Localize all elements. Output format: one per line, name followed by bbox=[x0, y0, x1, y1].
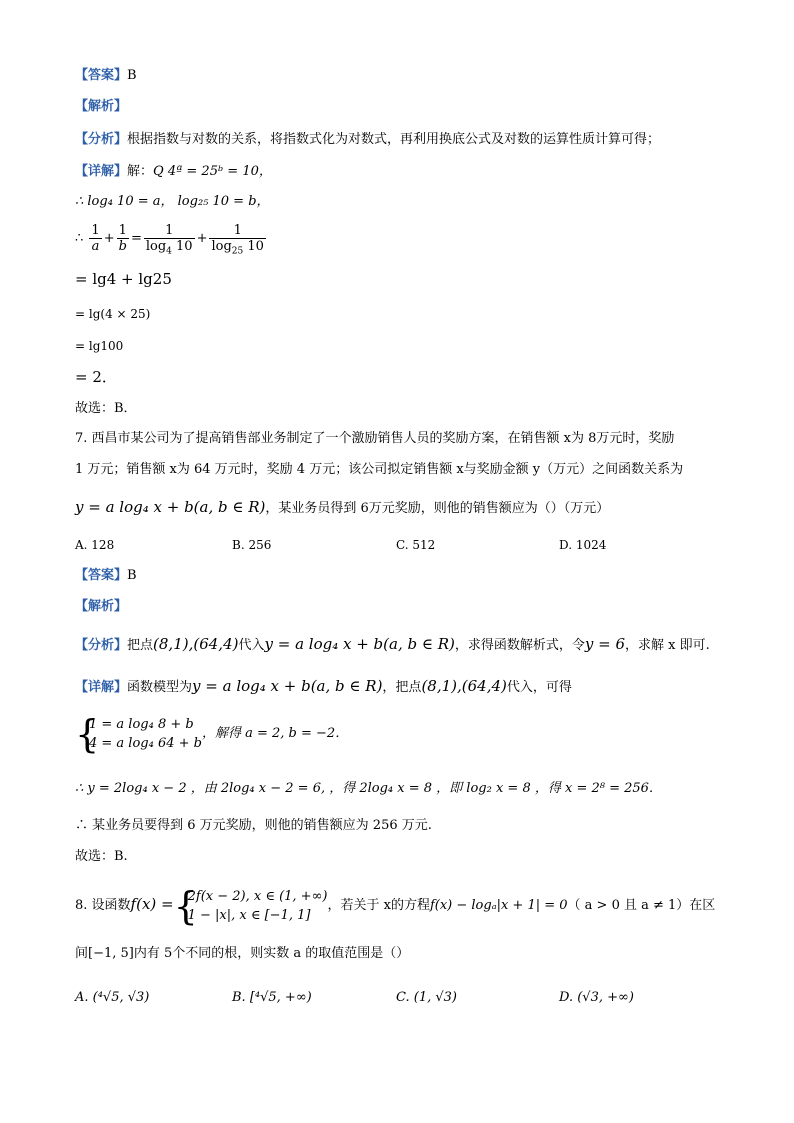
option-c: C. 512 bbox=[396, 538, 436, 552]
frac-1-log4: $\frac{1}{\log_4 10}$ bbox=[145, 223, 193, 257]
stem-b: ，若关于 x的方程 bbox=[327, 898, 430, 913]
q6-eq-lg-sum: = lg4 + lg25 bbox=[75, 270, 172, 288]
q8-stem-line2: 间[−1, 5]内有 5个不同的根，则实数 a 的取值范围是（） bbox=[75, 946, 410, 961]
q6-fenxi-line bbox=[75, 130, 660, 150]
frac-1-a: $\frac{1}{a}$ bbox=[91, 223, 100, 254]
equation: f(x) − logₐ|x + 1| = 0 bbox=[429, 898, 568, 913]
q7-answer-line bbox=[75, 566, 137, 586]
points: (8,1),(64,4) bbox=[421, 677, 507, 695]
answer-value: B bbox=[127, 68, 137, 83]
q6-analysis-line bbox=[75, 97, 127, 117]
fenxi-text: 根据指数与对数的关系，将指数式化为对数式，再利用换底公式及对数的运算性质计算可得； bbox=[127, 132, 661, 147]
q6-detail-line bbox=[75, 162, 272, 182]
frac-1-b: $\frac{1}{b}$ bbox=[118, 223, 127, 254]
eq-exp: Q 4ª = 25ᵇ = 10， bbox=[153, 164, 272, 179]
q6-answer-line bbox=[75, 66, 137, 86]
y-equals-6: y = 6 bbox=[584, 635, 626, 653]
function-model: y = a log₄ x + b(a, b ∈ R) bbox=[75, 498, 266, 516]
q7-analysis-line bbox=[75, 597, 127, 617]
q6-eq-lg100: = lg100 bbox=[75, 339, 124, 353]
q6-eq-sum: ∴ $\frac{1}{a}$ + $\frac{1}{b}$ = $\frac{1}{\log_4 10}$ + $\frac{1}{\log_{25} 10}$ bbox=[75, 223, 264, 257]
detail-text-b: ，把点 bbox=[382, 680, 422, 695]
condition: （ a > 0 且 a ≠ 1）在区 bbox=[567, 898, 716, 913]
function-model: y = a log₄ x + b(a, b ∈ R) bbox=[192, 677, 383, 695]
piece-2: 1 − |x|, x ∈ [−1, 1] bbox=[187, 907, 311, 923]
option-d: D. 1024 bbox=[559, 538, 607, 552]
fenxi-label: 【分析】 bbox=[75, 638, 128, 653]
fenxi-text-c: ，求得函数解析式，令 bbox=[454, 638, 585, 653]
answer-label: 【答案】 bbox=[75, 68, 128, 83]
stem-tail: ，某业务员得到 6万元奖励，则他的销售额应为（）（万元） bbox=[265, 501, 610, 516]
function-name: f(x) = bbox=[130, 895, 174, 913]
q6-eq-result: = 2． bbox=[75, 368, 117, 386]
equation-system: { 1 = a log₄ 8 + b 4 = a log₄ 64 + b bbox=[75, 711, 202, 756]
q7-system-line bbox=[75, 711, 349, 756]
q6-eq-lg-product: = lg(4 × 25) bbox=[75, 307, 151, 321]
fenxi-text-d: ，求解 x 即可. bbox=[625, 638, 710, 653]
therefore-symbol: ∴ bbox=[75, 231, 84, 246]
answer-label: 【答案】 bbox=[75, 568, 128, 583]
analysis-label: 【解析】 bbox=[75, 599, 128, 614]
system-row-2: 4 = a log₄ 64 + b bbox=[89, 735, 202, 751]
detail-label: 【详解】 bbox=[75, 164, 128, 179]
option-a: A. 128 bbox=[75, 538, 115, 552]
analysis-label: 【解析】 bbox=[75, 99, 128, 114]
q7-detail-line bbox=[75, 676, 572, 698]
function-model: y = a log₄ x + b(a, b ∈ R) bbox=[264, 635, 455, 653]
option-b: B. 256 bbox=[232, 538, 272, 552]
q7-choose: 故选：B. bbox=[75, 849, 128, 864]
q7-conclusion: ∴ 某业务员要得到 6 万元奖励，则他的销售额应为 256 万元. bbox=[75, 818, 432, 833]
piece-1: 2f(x − 2), x ∈ (1, +∞) bbox=[187, 888, 328, 904]
detail-text-c: 代入，可得 bbox=[506, 680, 572, 695]
system-row-1: 1 = a log₄ 8 + b bbox=[89, 716, 194, 732]
q7-stem-line1: 7. 西昌市某公司为了提高销售部业务制定了一个激励销售人员的奖励方案，在销售额 x为 8万元时，奖励 bbox=[75, 431, 675, 446]
option-b: B. [⁴√5, +∞) bbox=[232, 990, 312, 1005]
detail-label: 【详解】 bbox=[75, 680, 128, 695]
q6-choose: 故选：B． bbox=[75, 401, 137, 416]
q7-stem-line2: 1 万元；销售额 x为 64 万元时，奖励 4 万元；该公司拟定销售额 x与奖励金额 y（万元）之间函数关系为 bbox=[75, 462, 684, 477]
q7-stem-line3 bbox=[75, 497, 609, 519]
option-c: C. (1, √3) bbox=[396, 990, 457, 1005]
stem-a: 8. 设函数 bbox=[75, 898, 131, 913]
option-d: D. (√3, +∞) bbox=[559, 990, 634, 1005]
answer-value: B bbox=[127, 568, 137, 583]
system-solution: ，解得 a = 2, b = −2． bbox=[201, 726, 349, 741]
points: (8,1),(64,4) bbox=[153, 635, 239, 653]
fenxi-text-b: 代入 bbox=[238, 638, 265, 653]
fenxi-text-a: 把点 bbox=[127, 638, 154, 653]
option-a: A. (⁴√5, √3) bbox=[75, 990, 150, 1005]
detail-text-a: 函数模型为 bbox=[127, 680, 193, 695]
q7-fenxi-line bbox=[75, 634, 710, 656]
frac-1-log25: $\frac{1}{\log_{25} 10}$ bbox=[211, 223, 264, 257]
q7-derivation: ∴ y = 2log₄ x − 2 ，由 2log₄ x − 2 = 6, ，得 2log₄ x = 8 ，即 log₂ x = 8 ，得 x = 2⁸ = 256． bbox=[75, 781, 662, 796]
q6-eq-log: ∴ log₄ 10 = a， log₂₅ 10 = b， bbox=[75, 194, 270, 209]
fenxi-label: 【分析】 bbox=[75, 132, 128, 147]
detail-intro: 解： bbox=[127, 164, 154, 179]
q8-stem-line1 bbox=[75, 884, 715, 926]
piecewise-function: { 2f(x − 2), x ∈ (1, +∞) 1 − |x|, x ∈ [−1, 1] bbox=[173, 883, 328, 928]
